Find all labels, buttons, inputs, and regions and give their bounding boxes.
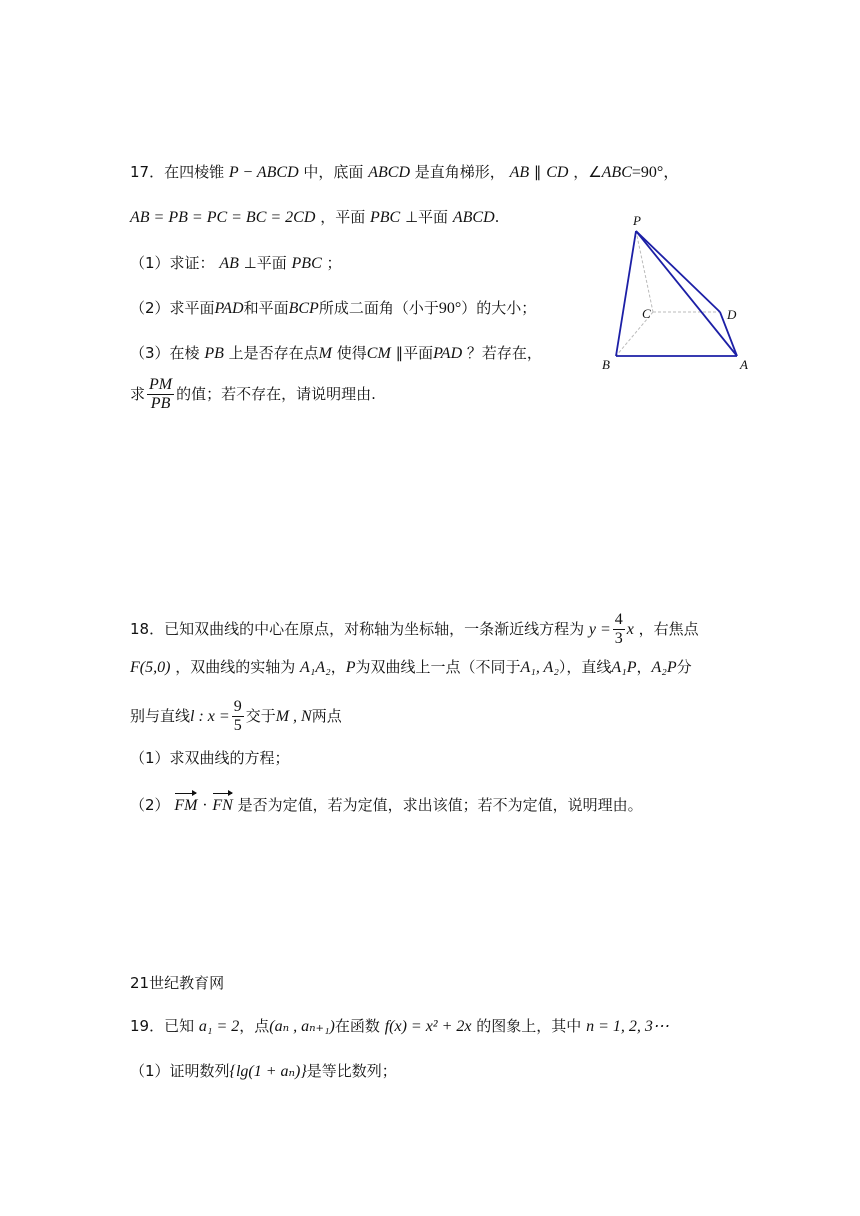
hidden-edges [616,231,720,356]
q17-part-3: （3）在棱 PB 上是否存在点M 使得CM ∥平面PAD ？若存在， [130,344,542,362]
fraction-pm-pb: $\frac{PM}{PB}$ [149,376,173,412]
q19-line-1: 19．已知 a₁ = 2，点(aₙ , aₙ₊₁)在函数 f(x) = x² + 2x 的图象上，其中 n = 1, 2, 3⋯ [130,1017,669,1035]
edge-pa [636,231,737,356]
label-p: P [633,213,641,228]
label-d: D [727,307,737,322]
label-a: A [740,357,748,372]
q18-line-3: 别与直线l : x = $\frac{9}{5}$ 交于M , N两点 [130,698,342,734]
label-c: C [642,306,651,321]
q17-part-1: （1）求证： AB ⊥平面 PBC ； [130,254,342,272]
q17-part-2: （2）求平面PAD和平面BCP所成二面角（小于90°）的大小； [130,299,537,317]
vector-fm: FM [174,797,198,814]
pyramid-figure [596,210,766,380]
q18-line-1: 18．已知双曲线的中心在原点，对称轴为坐标轴，一条渐近线方程为 y = $\frac{4}{3}$ x ，右焦点 [130,611,699,647]
q17-line-1: 17．在四棱锥 P − ABCD 中，底面 ABCD 是直角梯形， AB ∥ CD ，∠ABC=90°， [130,163,680,181]
edge-pb [616,231,636,356]
fraction-9-5: $\frac{9}{5}$ [233,698,242,734]
q18-line-2: F(5,0) ，双曲线的实轴为 A₁A₂，P为双曲线上一点（不同于A₁, A₂），直线A₁P，A₂P分 [130,658,692,676]
q18-part-2: （2） FM · FN 是否为定值，若为定值，求出该值；若不为定值，说明理由。 [130,796,643,814]
q17-line-2: AB = PB = PC = BC = 2CD ，平面 PBC ⊥平面 ABCD. [130,208,500,226]
q17-part-3-cont: 求 $\frac{PM}{PB}$ 的值；若不存在，请说明理由. [130,376,376,412]
q19-part-1: （1）证明数列{lg(1 + aₙ)}是等比数列； [130,1062,397,1080]
fraction-4-3: $\frac{4}{3}$ [614,611,623,647]
watermark-text: 21世纪教育网 [130,974,225,992]
q18-part-1: （1）求双曲线的方程； [130,749,290,767]
label-b: B [602,357,610,372]
edge-pd [636,231,720,312]
vector-fn: FN [212,797,233,814]
visible-edges [616,231,737,356]
edge-pc [636,231,653,312]
